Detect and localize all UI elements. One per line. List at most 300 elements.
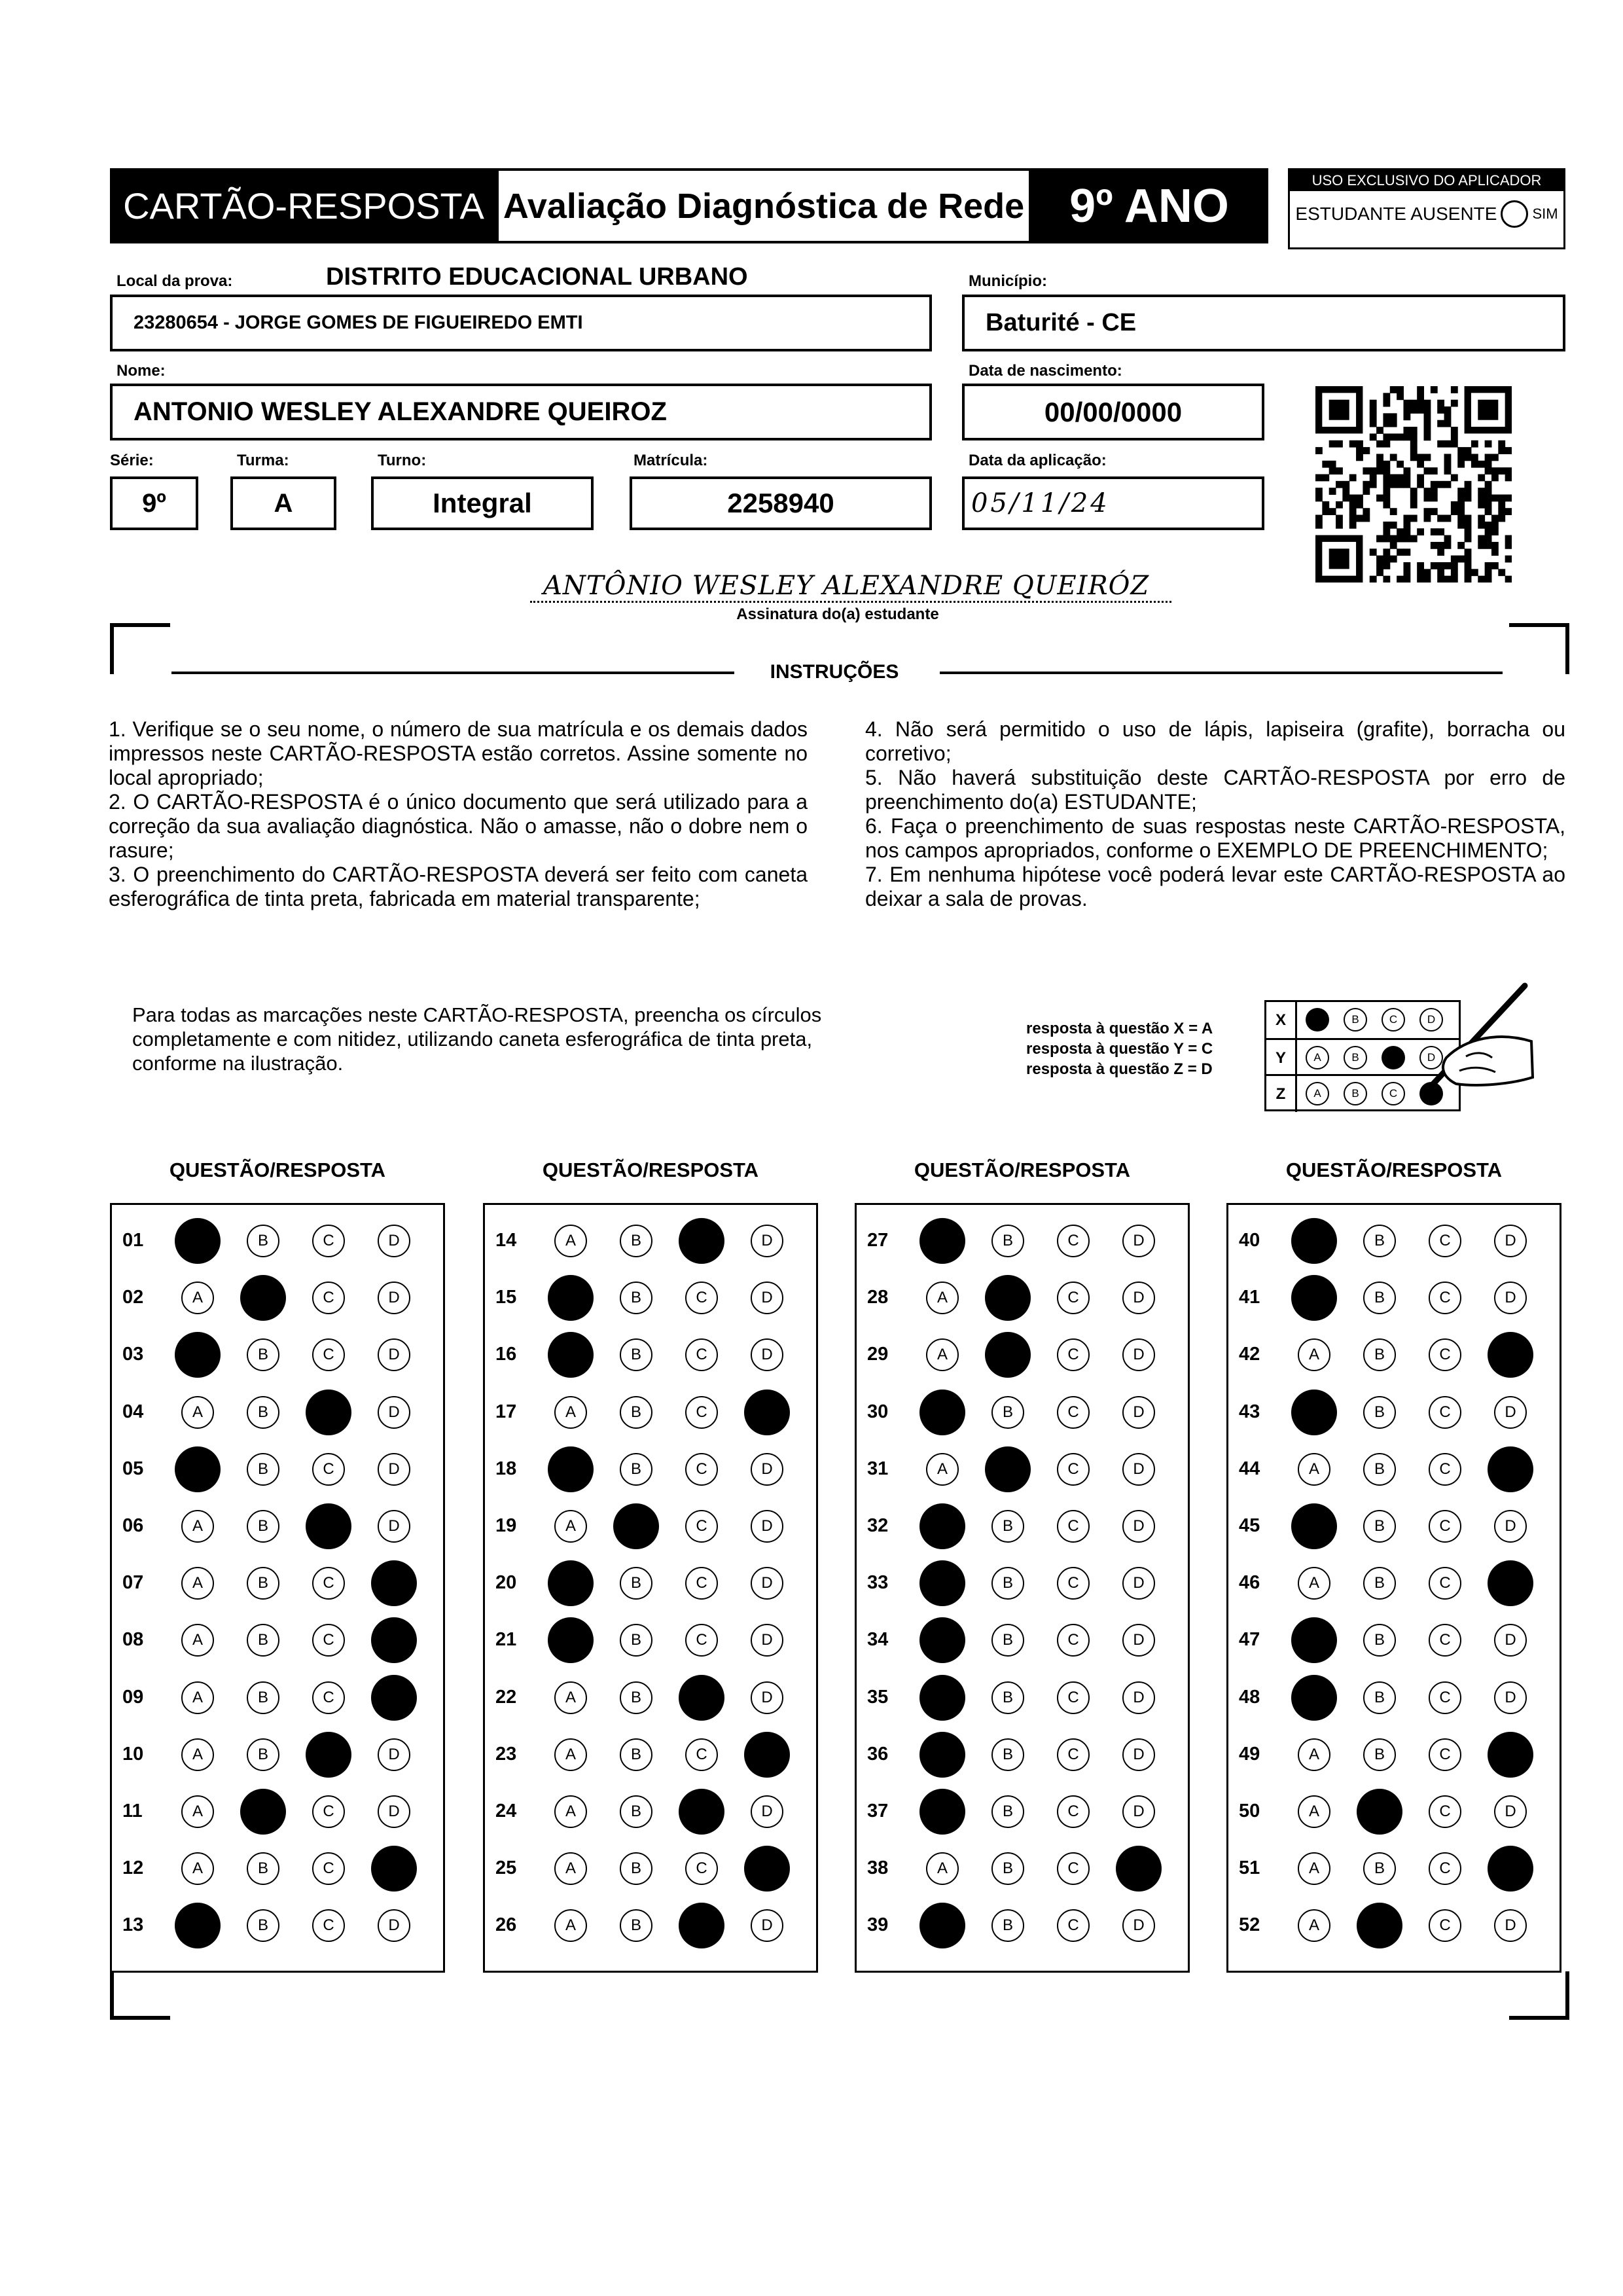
question-row: [1228, 1384, 1560, 1441]
answer-bubble-d[interactable]: D: [1122, 1909, 1155, 1942]
answer-bubble-c[interactable]: C: [312, 1852, 345, 1885]
answer-bubble-c[interactable]: C: [1429, 1282, 1461, 1314]
answer-bubble-d[interactable]: D: [378, 1396, 410, 1429]
answer-bubble-a[interactable]: [919, 1390, 965, 1435]
question-number: 44: [1239, 1458, 1260, 1479]
answer-bubble-b[interactable]: B: [991, 1510, 1024, 1543]
answer-bubble-a[interactable]: A: [181, 1738, 214, 1771]
answer-bubble-c[interactable]: C: [685, 1396, 718, 1429]
answer-bubble-c[interactable]: C: [685, 1453, 718, 1486]
answer-bubble-c[interactable]: C: [1057, 1338, 1090, 1371]
card-title-text: CARTÃO-RESPOSTA: [123, 185, 484, 226]
answer-bubble-a[interactable]: A: [554, 1681, 587, 1714]
answer-bubble-c[interactable]: C: [1429, 1396, 1461, 1429]
answer-bubble-a[interactable]: A: [181, 1852, 214, 1885]
question-number: 16: [495, 1344, 517, 1365]
answer-bubble-c[interactable]: C: [685, 1338, 718, 1371]
answer-bubble-d[interactable]: D: [1122, 1795, 1155, 1828]
answer-bubble-c[interactable]: C: [1429, 1624, 1461, 1657]
answer-bubble-b[interactable]: B: [991, 1738, 1024, 1771]
answer-bubble-a[interactable]: [919, 1789, 965, 1835]
question-number: 52: [1239, 1914, 1260, 1936]
answer-bubble-b[interactable]: [1357, 1789, 1402, 1835]
question-number: 36: [867, 1743, 889, 1765]
answer-bubble-c[interactable]: [679, 1789, 724, 1835]
answer-bubble-a[interactable]: A: [926, 1453, 959, 1486]
serie-label: Série:: [110, 452, 154, 469]
question-number: 23: [495, 1743, 517, 1765]
answer-bubble-b[interactable]: [985, 1332, 1031, 1378]
question-number: 19: [495, 1515, 517, 1536]
answer-bubble-b[interactable]: B: [1363, 1396, 1396, 1429]
answer-bubble-c[interactable]: C: [1429, 1225, 1461, 1257]
answer-bubble-c[interactable]: C: [1057, 1282, 1090, 1314]
answer-bubble-d[interactable]: D: [1494, 1909, 1527, 1942]
answer-bubble-c[interactable]: C: [1429, 1681, 1461, 1714]
answer-bubble-b[interactable]: B: [247, 1567, 279, 1600]
answer-bubble-a[interactable]: [1291, 1617, 1337, 1663]
answer-bubble-d[interactable]: [744, 1846, 790, 1892]
answer-bubble-b[interactable]: B: [247, 1909, 279, 1942]
answer-bubble-a[interactable]: [919, 1617, 965, 1663]
answer-bubble-b[interactable]: B: [1363, 1852, 1396, 1885]
answer-bubble-b[interactable]: B: [247, 1681, 279, 1714]
answer-bubble-a[interactable]: A: [1298, 1909, 1330, 1942]
answer-bubble-d[interactable]: D: [378, 1225, 410, 1257]
question-number: 03: [122, 1344, 144, 1365]
answer-bubble-d[interactable]: D: [378, 1338, 410, 1371]
answer-bubble-d[interactable]: D: [1494, 1681, 1527, 1714]
answer-bubble-d[interactable]: D: [1494, 1624, 1527, 1657]
answer-bubble-d[interactable]: D: [751, 1282, 783, 1314]
answer-bubble-d[interactable]: [371, 1617, 417, 1663]
answer-bubble-c[interactable]: C: [312, 1338, 345, 1371]
answer-bubble-a[interactable]: A: [554, 1396, 587, 1429]
answer-bubble-c[interactable]: C: [312, 1909, 345, 1942]
answer-bubble-b[interactable]: B: [247, 1852, 279, 1885]
matricula-label: Matrícula:: [633, 452, 708, 469]
answer-bubble-c[interactable]: C: [1057, 1453, 1090, 1486]
answer-bubble-d[interactable]: [371, 1560, 417, 1606]
answer-bubble-d[interactable]: D: [751, 1624, 783, 1657]
answer-bubble-a[interactable]: A: [181, 1396, 214, 1429]
answer-bubble-c[interactable]: C: [1429, 1909, 1461, 1942]
answer-bubble-d[interactable]: D: [378, 1453, 410, 1486]
question-row: [485, 1213, 816, 1270]
answer-bubble-b[interactable]: B: [1363, 1510, 1396, 1543]
question-row: [485, 1384, 816, 1441]
exam-title: [496, 168, 1031, 243]
question-row: [112, 1784, 443, 1840]
answer-bubble-a[interactable]: [548, 1332, 594, 1378]
answer-bubble-c[interactable]: C: [1057, 1852, 1090, 1885]
answer-bubble-d[interactable]: [1488, 1846, 1533, 1892]
answer-bubble-c[interactable]: C: [1429, 1852, 1461, 1885]
question-row: [857, 1727, 1188, 1784]
answer-bubble-d[interactable]: D: [378, 1510, 410, 1543]
school-field: [110, 295, 932, 351]
answer-bubble-d[interactable]: [1116, 1846, 1162, 1892]
answer-bubble-d[interactable]: D: [1494, 1795, 1527, 1828]
corner-mark: [110, 623, 170, 674]
instruction-item: 5. Não haverá substituição deste CARTÃO-RESPOSTA por erro de preenchimento do(a) ESTUDANTE;: [865, 766, 1565, 814]
answer-bubble-c[interactable]: C: [685, 1567, 718, 1600]
instructions-left: [109, 717, 808, 911]
answer-bubble-a[interactable]: A: [926, 1852, 959, 1885]
answer-bubble-c[interactable]: [306, 1390, 351, 1435]
answer-bubble-a[interactable]: [919, 1732, 965, 1778]
answer-bubble-c[interactable]: C: [1057, 1567, 1090, 1600]
answer-bubble-d[interactable]: D: [751, 1909, 783, 1942]
answer-bubble-a[interactable]: A: [554, 1909, 587, 1942]
answer-bubble-b[interactable]: B: [991, 1681, 1024, 1714]
answer-bubble-a[interactable]: [548, 1275, 594, 1321]
nascimento-field: [962, 384, 1264, 440]
answer-bubble-b[interactable]: B: [1363, 1738, 1396, 1771]
question-row: [857, 1441, 1188, 1498]
answer-bubble-d[interactable]: D: [378, 1909, 410, 1942]
nome-field: [110, 384, 932, 440]
nascimento-value: 00/00/0000: [1044, 396, 1183, 427]
answer-bubble-d[interactable]: D: [751, 1338, 783, 1371]
corner-mark: [110, 1971, 170, 2020]
answer-bubble-a[interactable]: [919, 1503, 965, 1549]
answer-bubble-c[interactable]: C: [312, 1453, 345, 1486]
answer-bubble-b[interactable]: B: [620, 1852, 652, 1885]
answer-bubble-d[interactable]: D: [1122, 1510, 1155, 1543]
example-bubble-c: [1382, 1046, 1405, 1069]
answer-bubble-a[interactable]: A: [554, 1738, 587, 1771]
answer-bubble-b[interactable]: B: [1363, 1624, 1396, 1657]
answer-bubble-a[interactable]: A: [926, 1282, 959, 1314]
question-row: [1228, 1555, 1560, 1612]
answer-bubble-d[interactable]: [1488, 1332, 1533, 1378]
answer-bubble-c[interactable]: C: [1429, 1738, 1461, 1771]
answer-bubble-d[interactable]: D: [1494, 1282, 1527, 1314]
answer-bubble-c[interactable]: C: [312, 1282, 345, 1314]
answer-bubble-a[interactable]: [175, 1903, 221, 1948]
answer-bubble-b[interactable]: B: [620, 1338, 652, 1371]
answer-bubble-a[interactable]: [175, 1446, 221, 1492]
question-row: [857, 1840, 1188, 1897]
answer-bubble-b[interactable]: B: [247, 1225, 279, 1257]
answer-bubble-d[interactable]: [744, 1732, 790, 1778]
answer-bubble-a[interactable]: [548, 1446, 594, 1492]
example-bubble-c: C: [1382, 1082, 1405, 1105]
answer-bubble-c[interactable]: C: [1429, 1338, 1461, 1371]
answer-bubble-d[interactable]: D: [751, 1453, 783, 1486]
question-row: [485, 1327, 816, 1384]
answer-bubble-b[interactable]: B: [1363, 1567, 1396, 1600]
answer-bubble-b[interactable]: B: [620, 1282, 652, 1314]
answer-bubble-b[interactable]: B: [620, 1396, 652, 1429]
answer-bubble-d[interactable]: D: [1122, 1453, 1155, 1486]
question-number: 42: [1239, 1344, 1260, 1365]
answer-bubble-a[interactable]: A: [181, 1795, 214, 1828]
question-number: 46: [1239, 1572, 1260, 1594]
municipio-label: Município:: [969, 272, 1047, 290]
answer-bubble-c[interactable]: C: [312, 1624, 345, 1657]
answer-bubble-c[interactable]: C: [1057, 1396, 1090, 1429]
answer-bubble-c[interactable]: C: [1057, 1225, 1090, 1257]
answer-bubble-c[interactable]: C: [685, 1510, 718, 1543]
answer-bubble-c[interactable]: [679, 1903, 724, 1948]
answer-bubble-d[interactable]: D: [751, 1510, 783, 1543]
answer-bubble-b[interactable]: B: [247, 1624, 279, 1657]
answer-bubble-b[interactable]: [240, 1275, 286, 1321]
answer-bubble-a[interactable]: A: [554, 1795, 587, 1828]
matricula-value: 2258940: [727, 488, 834, 518]
answer-bubble-c[interactable]: C: [312, 1225, 345, 1257]
answer-bubble-b[interactable]: B: [991, 1396, 1024, 1429]
answer-bubble-d[interactable]: [1488, 1732, 1533, 1778]
answer-bubble-c[interactable]: C: [1057, 1624, 1090, 1657]
answer-bubble-a[interactable]: A: [181, 1624, 214, 1657]
answer-bubble-c[interactable]: [306, 1503, 351, 1549]
answer-bubble-b[interactable]: [1357, 1903, 1402, 1948]
answer-bubble-b[interactable]: B: [247, 1396, 279, 1429]
answer-bubble-d[interactable]: D: [1122, 1282, 1155, 1314]
answer-bubble-b[interactable]: B: [991, 1567, 1024, 1600]
answer-bubble-d[interactable]: [1488, 1560, 1533, 1606]
absent-bubble[interactable]: [1501, 200, 1528, 228]
question-row: [1228, 1612, 1560, 1669]
answer-bubble-b[interactable]: B: [247, 1338, 279, 1371]
answer-bubble-a[interactable]: [548, 1617, 594, 1663]
local-label: Local da prova:: [116, 272, 233, 290]
answer-bubble-a[interactable]: A: [1298, 1795, 1330, 1828]
answer-bubble-c[interactable]: C: [685, 1624, 718, 1657]
question-number: 26: [495, 1914, 517, 1936]
answer-bubble-b[interactable]: [985, 1446, 1031, 1492]
turma-value: A: [274, 488, 293, 518]
answer-bubble-b[interactable]: [240, 1789, 286, 1835]
answer-bubble-c[interactable]: C: [1057, 1738, 1090, 1771]
question-number: 08: [122, 1629, 144, 1651]
answer-bubble-b[interactable]: B: [1363, 1681, 1396, 1714]
question-number: 41: [1239, 1287, 1260, 1308]
answer-bubble-a[interactable]: [919, 1218, 965, 1264]
question-number: 05: [122, 1458, 144, 1479]
question-row: [857, 1555, 1188, 1612]
answer-bubble-b[interactable]: B: [1363, 1225, 1396, 1257]
answer-bubble-a[interactable]: [1291, 1275, 1337, 1321]
answer-bubble-d[interactable]: [371, 1675, 417, 1721]
example-bubble-b: B: [1344, 1008, 1367, 1031]
answer-bubble-c[interactable]: C: [685, 1282, 718, 1314]
answer-bubble-a[interactable]: [919, 1903, 965, 1948]
answer-bubble-c[interactable]: C: [1057, 1510, 1090, 1543]
answer-bubble-a[interactable]: [1291, 1218, 1337, 1264]
answer-bubble-a[interactable]: A: [181, 1510, 214, 1543]
turma-field: [230, 476, 336, 530]
answer-bubble-a[interactable]: [919, 1675, 965, 1721]
instruction-item: 1. Verifique se o seu nome, o número de sua matrícula e os demais dados impressos neste CARTÃO-RESPOSTA estão corretos. Assine somente no local apropriado;: [109, 717, 808, 789]
answer-bubble-c[interactable]: C: [1057, 1681, 1090, 1714]
answer-bubble-b[interactable]: B: [991, 1852, 1024, 1885]
answer-bubble-c[interactable]: C: [1429, 1453, 1461, 1486]
answer-bubble-c[interactable]: [679, 1218, 724, 1264]
answer-bubble-c[interactable]: C: [1057, 1795, 1090, 1828]
answer-bubble-b[interactable]: B: [620, 1909, 652, 1942]
answer-bubble-b[interactable]: B: [991, 1624, 1024, 1657]
answer-bubble-d[interactable]: D: [1122, 1681, 1155, 1714]
question-row: [857, 1270, 1188, 1327]
answer-bubble-b[interactable]: B: [247, 1738, 279, 1771]
question-row: [485, 1727, 816, 1784]
answer-bubble-c[interactable]: C: [685, 1852, 718, 1885]
question-row: [857, 1670, 1188, 1727]
nascimento-label: Data de nascimento:: [969, 362, 1122, 380]
answer-bubble-d[interactable]: D: [1122, 1338, 1155, 1371]
answer-bubble-b[interactable]: B: [620, 1225, 652, 1257]
answer-bubble-a[interactable]: A: [554, 1225, 587, 1257]
example-bubble-c: C: [1382, 1008, 1405, 1031]
answer-bubble-d[interactable]: D: [1122, 1624, 1155, 1657]
absent-label: ESTUDANTE AUSENTE: [1295, 204, 1497, 224]
answer-bubble-c[interactable]: C: [1429, 1795, 1461, 1828]
answer-bubble-c[interactable]: C: [685, 1738, 718, 1771]
answer-bubble-d[interactable]: D: [1494, 1396, 1527, 1429]
answer-bubble-a[interactable]: A: [181, 1282, 214, 1314]
answer-bubble-d[interactable]: D: [1122, 1567, 1155, 1600]
example-row-label: Z: [1266, 1076, 1297, 1112]
question-number: 29: [867, 1344, 889, 1365]
answer-bubble-d[interactable]: D: [1494, 1225, 1527, 1257]
instruction-item: 3. O preenchimento do CARTÃO-RESPOSTA deverá ser feito com caneta esferográfica de tinta preta, fabricada em material transparente;: [109, 863, 808, 910]
answer-bubble-d[interactable]: [371, 1846, 417, 1892]
answer-bubble-d[interactable]: D: [751, 1681, 783, 1714]
question-row: [1228, 1670, 1560, 1727]
answer-bubble-b[interactable]: B: [1363, 1282, 1396, 1314]
column-header: QUESTÃO/RESPOSTA: [169, 1158, 386, 1181]
instructions-right: [865, 717, 1565, 911]
instruction-item: 4. Não será permitido o uso de lápis, lapiseira (grafite), borracha ou corretivo;: [865, 717, 1565, 765]
answer-bubble-a[interactable]: [1291, 1390, 1337, 1435]
answer-bubble-c[interactable]: [679, 1675, 724, 1721]
answer-bubble-d[interactable]: D: [1122, 1738, 1155, 1771]
answer-column: [1226, 1203, 1561, 1973]
answer-bubble-a[interactable]: [1291, 1503, 1337, 1549]
answer-bubble-c[interactable]: C: [1057, 1909, 1090, 1942]
answer-bubble-d[interactable]: D: [1494, 1510, 1527, 1543]
question-row: [857, 1612, 1188, 1669]
question-number: 32: [867, 1515, 889, 1536]
answer-bubble-b[interactable]: [613, 1503, 659, 1549]
answer-bubble-a[interactable]: A: [554, 1510, 587, 1543]
answer-bubble-c[interactable]: C: [1429, 1510, 1461, 1543]
answer-bubble-b[interactable]: B: [1363, 1453, 1396, 1486]
answer-bubble-d[interactable]: D: [751, 1567, 783, 1600]
answer-bubble-d[interactable]: D: [751, 1795, 783, 1828]
answer-column: [855, 1203, 1190, 1973]
answer-bubble-b[interactable]: B: [991, 1225, 1024, 1257]
answer-bubble-b[interactable]: B: [620, 1453, 652, 1486]
answer-bubble-a[interactable]: A: [181, 1681, 214, 1714]
answer-bubble-a[interactable]: A: [1298, 1338, 1330, 1371]
question-number: 11: [122, 1801, 143, 1821]
answer-bubble-b[interactable]: B: [620, 1681, 652, 1714]
answer-bubble-c[interactable]: C: [1429, 1567, 1461, 1600]
question-number: 37: [867, 1801, 889, 1821]
answer-bubble-d[interactable]: D: [378, 1282, 410, 1314]
answer-bubble-b[interactable]: [985, 1275, 1031, 1321]
answer-bubble-b[interactable]: B: [620, 1567, 652, 1600]
question-row: [1228, 1840, 1560, 1897]
answer-bubble-a[interactable]: A: [1298, 1738, 1330, 1771]
question-number: 24: [495, 1801, 517, 1821]
answer-bubble-d[interactable]: D: [1122, 1225, 1155, 1257]
answer-bubble-a[interactable]: A: [1298, 1567, 1330, 1600]
answer-bubble-a[interactable]: A: [554, 1852, 587, 1885]
answer-bubble-d[interactable]: D: [378, 1738, 410, 1771]
answer-bubble-d[interactable]: D: [378, 1795, 410, 1828]
answer-bubble-b[interactable]: B: [247, 1510, 279, 1543]
answer-bubble-b[interactable]: B: [991, 1909, 1024, 1942]
answer-bubble-b[interactable]: B: [620, 1738, 652, 1771]
pen-hand-icon: [1420, 979, 1538, 1097]
answer-bubble-c[interactable]: C: [312, 1567, 345, 1600]
answer-column: [110, 1203, 445, 1973]
example-row-label: X: [1266, 1002, 1297, 1038]
nome-value: ANTONIO WESLEY ALEXANDRE QUEIROZ: [134, 397, 667, 426]
question-number: 10: [122, 1743, 144, 1765]
answer-bubble-d[interactable]: D: [751, 1225, 783, 1257]
example-legend: resposta à questão X = A resposta à questão Y = C resposta à questão Z = D: [1026, 1020, 1213, 1078]
answer-bubble-b[interactable]: B: [620, 1795, 652, 1828]
question-row: [1228, 1897, 1560, 1954]
question-row: [112, 1897, 443, 1954]
municipio-value: Baturité - CE: [986, 309, 1137, 336]
question-number: 17: [495, 1401, 517, 1422]
question-number: 31: [867, 1458, 889, 1479]
answer-bubble-c[interactable]: C: [312, 1795, 345, 1828]
answer-bubble-b[interactable]: B: [247, 1453, 279, 1486]
nome-label: Nome:: [116, 362, 166, 380]
question-row: [485, 1670, 816, 1727]
question-number: 40: [1239, 1230, 1260, 1251]
answer-bubble-a[interactable]: [1291, 1675, 1337, 1721]
answer-bubble-a[interactable]: [175, 1332, 221, 1378]
question-number: 33: [867, 1572, 889, 1594]
applicator-box: [1288, 168, 1565, 249]
question-number: 09: [122, 1686, 144, 1708]
question-number: 06: [122, 1515, 144, 1536]
question-number: 48: [1239, 1686, 1260, 1708]
answer-bubble-d[interactable]: D: [1122, 1396, 1155, 1429]
answer-bubble-d[interactable]: [744, 1390, 790, 1435]
answer-bubble-c[interactable]: [306, 1732, 351, 1778]
answer-bubble-a[interactable]: A: [1298, 1453, 1330, 1486]
answer-bubble-b[interactable]: B: [991, 1795, 1024, 1828]
answer-bubble-a[interactable]: A: [926, 1338, 959, 1371]
answer-bubble-b[interactable]: B: [620, 1624, 652, 1657]
matricula-field: [630, 476, 932, 530]
answer-bubble-b[interactable]: B: [1363, 1338, 1396, 1371]
answer-bubble-a[interactable]: A: [181, 1567, 214, 1600]
answer-bubble-a[interactable]: A: [1298, 1852, 1330, 1885]
answer-bubble-d[interactable]: [1488, 1446, 1533, 1492]
turno-field: [371, 476, 594, 530]
answer-bubble-c[interactable]: C: [312, 1681, 345, 1714]
answer-bubble-a[interactable]: [548, 1560, 594, 1606]
question-row: [857, 1897, 1188, 1954]
answer-bubble-a[interactable]: [175, 1218, 221, 1264]
instruction-item: 6. Faça o preenchimento de suas respostas neste CARTÃO-RESPOSTA, nos campos apropriados, conforme o EXEMPLO DE PREENCHIMENTO;: [865, 814, 1565, 862]
qr-code: [1315, 386, 1512, 583]
answer-bubble-a[interactable]: [919, 1560, 965, 1606]
school-value: 23280654 - JORGE GOMES DE FIGUEIREDO EMTI: [134, 312, 583, 333]
